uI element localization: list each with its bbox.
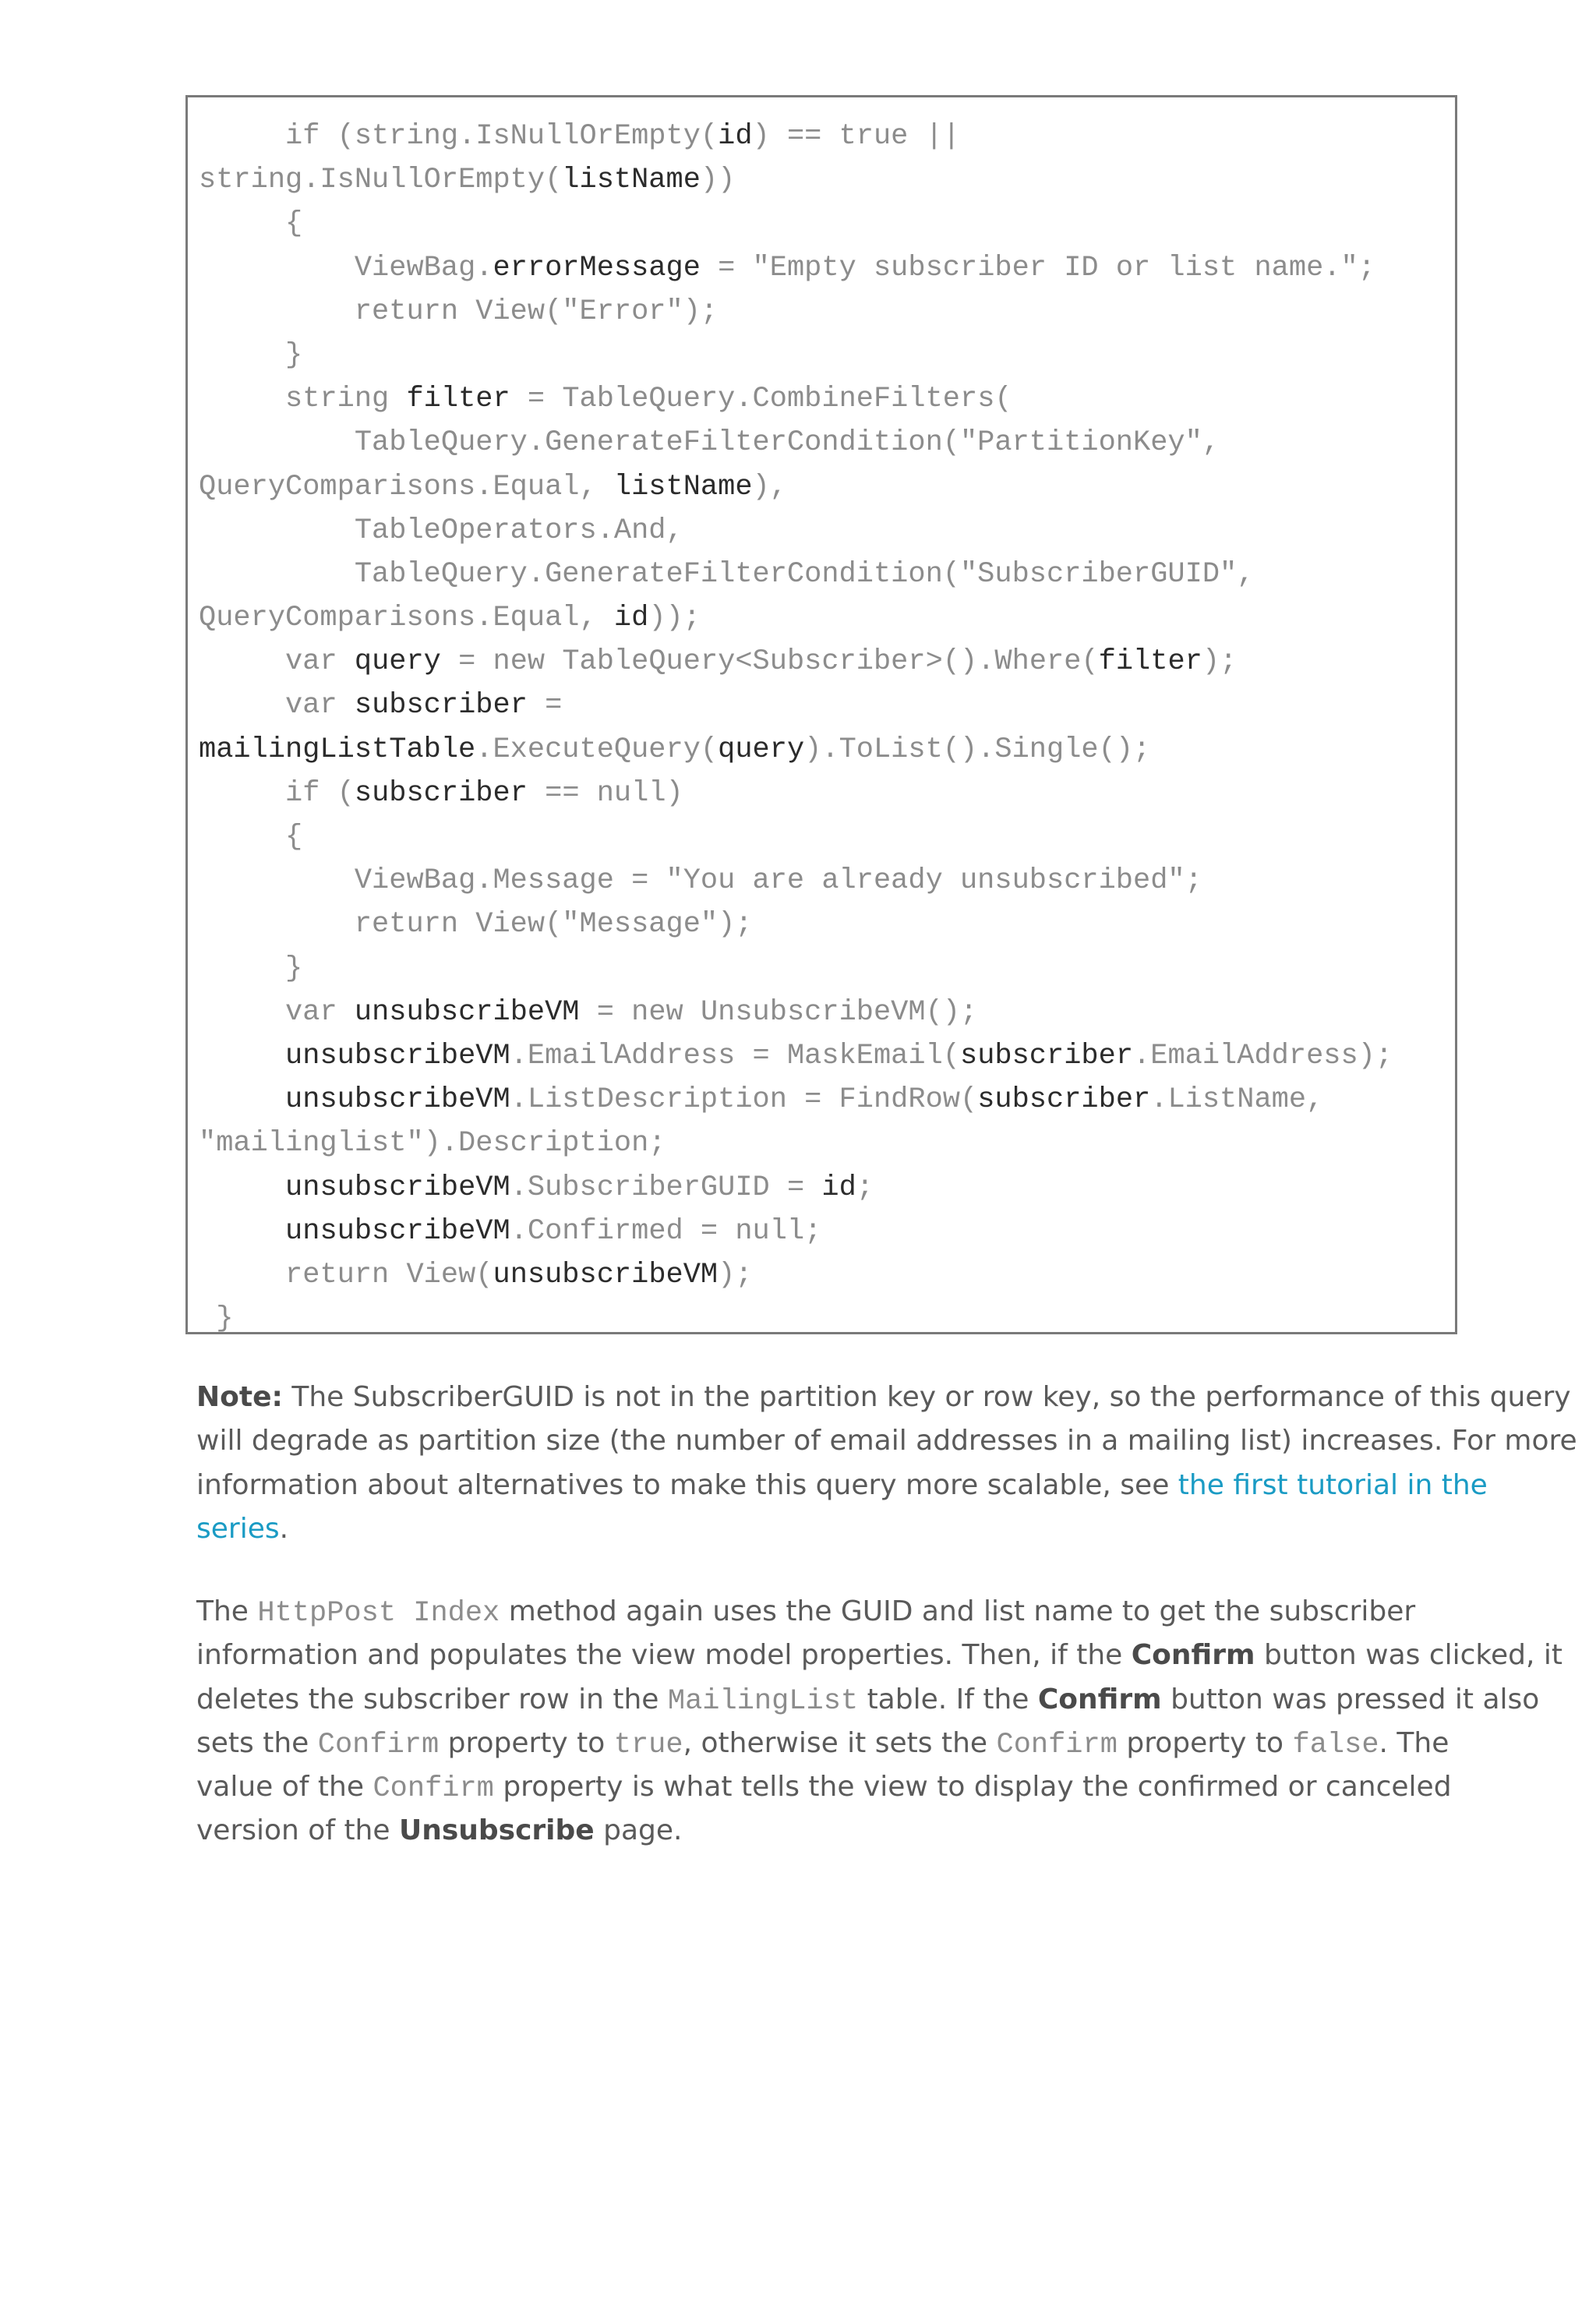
code-line bbox=[199, 903, 1455, 946]
code-token: return View("Error"); bbox=[354, 295, 719, 328]
text-line bbox=[196, 1590, 1459, 1634]
code-token: var bbox=[285, 995, 355, 1029]
code-token: TableQuery.GenerateFilterCondition("PartitionKey", bbox=[354, 426, 1220, 460]
code-token: .SubscriberGUID = bbox=[510, 1171, 822, 1204]
code-identifier: query bbox=[718, 733, 805, 766]
code-line bbox=[199, 553, 1455, 596]
code-token: .EmailAddress); bbox=[1133, 1039, 1393, 1072]
code-identifier: unsubscribeVM bbox=[285, 1214, 510, 1248]
code-line bbox=[199, 859, 1455, 903]
code-line bbox=[199, 947, 1455, 991]
code-token: ViewBag. bbox=[354, 251, 493, 284]
text-run: method again uses the GUID and list name to get the subscriber bbox=[500, 1595, 1416, 1627]
code-token: ), bbox=[752, 470, 787, 503]
code-line bbox=[199, 377, 1455, 421]
text-line bbox=[196, 1376, 1571, 1419]
code-token: QueryComparisons.Equal, bbox=[199, 470, 614, 503]
code-identifier: listName bbox=[613, 470, 753, 503]
code-line bbox=[199, 202, 1455, 246]
code-line bbox=[199, 1297, 1455, 1341]
text-line bbox=[196, 1765, 1459, 1809]
text-line bbox=[196, 1634, 1562, 1677]
code-token: = new UnsubscribeVM(); bbox=[579, 995, 978, 1029]
code-line bbox=[199, 290, 1455, 334]
code-token: = new TableQuery<Subscriber>().Where( bbox=[440, 645, 1099, 679]
code-token: ); bbox=[718, 1258, 753, 1291]
code-line bbox=[199, 815, 1455, 859]
text-run: , otherwise it sets the bbox=[683, 1726, 997, 1759]
code-token: var bbox=[285, 689, 355, 723]
code-identifier: unsubscribeVM bbox=[493, 1258, 719, 1291]
code-token: ; bbox=[856, 1171, 874, 1204]
code-identifier: id bbox=[821, 1171, 856, 1204]
tutorial-link[interactable]: the first tutorial in the bbox=[1178, 1468, 1488, 1501]
inline-code: true bbox=[613, 1728, 683, 1761]
code-identifier: subscriber bbox=[354, 689, 528, 723]
code-token: var bbox=[285, 645, 355, 679]
bold-text: Confirm bbox=[1131, 1639, 1255, 1672]
text-run: property is what tells the view to display the confirmed or canceled bbox=[493, 1771, 1452, 1804]
code-identifier: query bbox=[354, 645, 441, 679]
code-token: { bbox=[285, 207, 303, 241]
code-line bbox=[199, 684, 1455, 727]
note-paragraph bbox=[196, 1376, 1577, 1551]
code-identifier: mailingListTable bbox=[199, 733, 476, 766]
text-run: The SubscriberGUID is not in the partition key or row key, so the performance of this query bbox=[282, 1381, 1571, 1413]
tutorial-link[interactable]: series bbox=[196, 1512, 280, 1545]
code-token: )) bbox=[700, 164, 736, 197]
code-token: TableOperators.And, bbox=[354, 514, 683, 547]
code-token: .Confirmed = null; bbox=[510, 1214, 822, 1248]
code-line bbox=[199, 728, 1455, 772]
code-line bbox=[199, 1122, 1455, 1165]
text-run: table. If the bbox=[858, 1683, 1038, 1715]
code-identifier: filter bbox=[406, 383, 510, 416]
code-identifier: subscriber bbox=[959, 1039, 1134, 1072]
code-token: == null) bbox=[527, 776, 683, 810]
code-line bbox=[199, 1166, 1455, 1210]
code-token: return View( bbox=[285, 1258, 493, 1291]
text-run: information about alternatives to make this query more scalable, see bbox=[196, 1468, 1178, 1501]
code-identifier: unsubscribeVM bbox=[354, 995, 580, 1029]
code-token: if (string.IsNullOrEmpty( bbox=[285, 120, 719, 153]
text-run: sets the bbox=[196, 1726, 318, 1759]
inline-code: Confirm bbox=[996, 1728, 1118, 1761]
code-token: return View("Message"); bbox=[354, 908, 753, 942]
text-run: version of the bbox=[196, 1814, 399, 1847]
inline-code: MailingList bbox=[667, 1684, 859, 1718]
code-line bbox=[199, 421, 1455, 465]
code-line bbox=[199, 465, 1455, 509]
code-token: string bbox=[285, 383, 407, 416]
text-run: property to bbox=[1117, 1726, 1293, 1759]
code-identifier: filter bbox=[1098, 645, 1202, 679]
code-token: if ( bbox=[285, 776, 355, 810]
code-token: ViewBag.Message = "You are already unsubscribed"; bbox=[354, 864, 1202, 898]
text-line bbox=[196, 1507, 1459, 1551]
code-line bbox=[199, 115, 1455, 158]
code-token: = "Empty subscriber ID or list name."; bbox=[700, 251, 1375, 284]
text-run: button was clicked, it bbox=[1255, 1639, 1562, 1672]
text-run: information and populates the view model properties. Then, if the bbox=[196, 1639, 1132, 1672]
code-identifier: subscriber bbox=[354, 776, 528, 810]
text-line bbox=[196, 1722, 1459, 1765]
text-run: will degrade as partition size (the number of email addresses in a mailing list) increases. For more bbox=[196, 1425, 1577, 1457]
code-token: } bbox=[285, 338, 303, 372]
text-line bbox=[196, 1809, 1459, 1853]
code-token: } bbox=[216, 1302, 234, 1336]
inline-code: HttpPost Index bbox=[257, 1597, 500, 1630]
text-line bbox=[196, 1678, 1540, 1722]
code-line bbox=[199, 991, 1455, 1034]
code-identifier: unsubscribeVM bbox=[285, 1039, 510, 1072]
inline-code: false bbox=[1292, 1728, 1379, 1761]
code-line bbox=[199, 1078, 1455, 1122]
code-line bbox=[199, 158, 1455, 202]
text-line bbox=[196, 1419, 1577, 1463]
text-run: property to bbox=[439, 1726, 614, 1759]
code-line bbox=[199, 1210, 1455, 1253]
code-token: TableQuery.GenerateFilterCondition("SubscriberGUID", bbox=[354, 557, 1255, 591]
code-token: .ListDescription = FindRow( bbox=[510, 1083, 978, 1117]
code-token: ); bbox=[1202, 645, 1238, 679]
code-token: string.IsNullOrEmpty( bbox=[199, 164, 563, 197]
code-block bbox=[185, 95, 1457, 1334]
code-line bbox=[199, 640, 1455, 684]
bold-text: Unsubscribe bbox=[398, 1814, 595, 1847]
text-run: button was pressed it also bbox=[1161, 1683, 1540, 1715]
text-line bbox=[196, 1464, 1488, 1507]
code-identifier: unsubscribeVM bbox=[285, 1171, 510, 1204]
code-identifier: errorMessage bbox=[493, 251, 701, 284]
text-run: The bbox=[196, 1595, 258, 1627]
code-token: ) == true || bbox=[752, 120, 960, 153]
code-identifier: subscriber bbox=[977, 1083, 1151, 1117]
code-token: )); bbox=[648, 602, 701, 635]
code-token: { bbox=[285, 821, 303, 853]
code-token: = TableQuery.CombineFilters( bbox=[510, 383, 1012, 416]
code-identifier: id bbox=[718, 120, 753, 153]
code-token: ).ToList().Single(); bbox=[804, 733, 1151, 766]
code-line bbox=[199, 509, 1455, 553]
code-token: = bbox=[527, 689, 563, 723]
code-line bbox=[199, 1253, 1455, 1297]
code-line bbox=[199, 246, 1455, 290]
code-identifier: unsubscribeVM bbox=[285, 1083, 510, 1117]
code-line bbox=[199, 772, 1455, 815]
text-run: . The bbox=[1379, 1726, 1449, 1759]
code-token: } bbox=[285, 952, 303, 985]
bold-text: Note: bbox=[196, 1381, 283, 1413]
text-run: page. bbox=[594, 1814, 683, 1847]
inline-code: Confirm bbox=[373, 1772, 494, 1806]
bold-text: Confirm bbox=[1037, 1683, 1162, 1715]
code-token: QueryComparisons.Equal, bbox=[199, 602, 614, 635]
code-identifier: id bbox=[613, 602, 649, 635]
code-line bbox=[199, 334, 1455, 377]
text-run: value of the bbox=[196, 1771, 373, 1804]
body-paragraph bbox=[196, 1590, 1562, 1853]
code-token: "mailinglist").Description; bbox=[199, 1127, 666, 1161]
text-run: . bbox=[279, 1512, 289, 1545]
code-token: .ListName, bbox=[1150, 1083, 1324, 1117]
code-line bbox=[199, 1034, 1455, 1078]
text-run: deletes the subscriber row in the bbox=[196, 1683, 668, 1715]
code-token: .EmailAddress = MaskEmail( bbox=[510, 1039, 960, 1072]
code-line bbox=[199, 596, 1455, 640]
code-identifier: listName bbox=[562, 164, 701, 197]
inline-code: Confirm bbox=[317, 1728, 440, 1761]
code-token: .ExecuteQuery( bbox=[475, 733, 719, 766]
